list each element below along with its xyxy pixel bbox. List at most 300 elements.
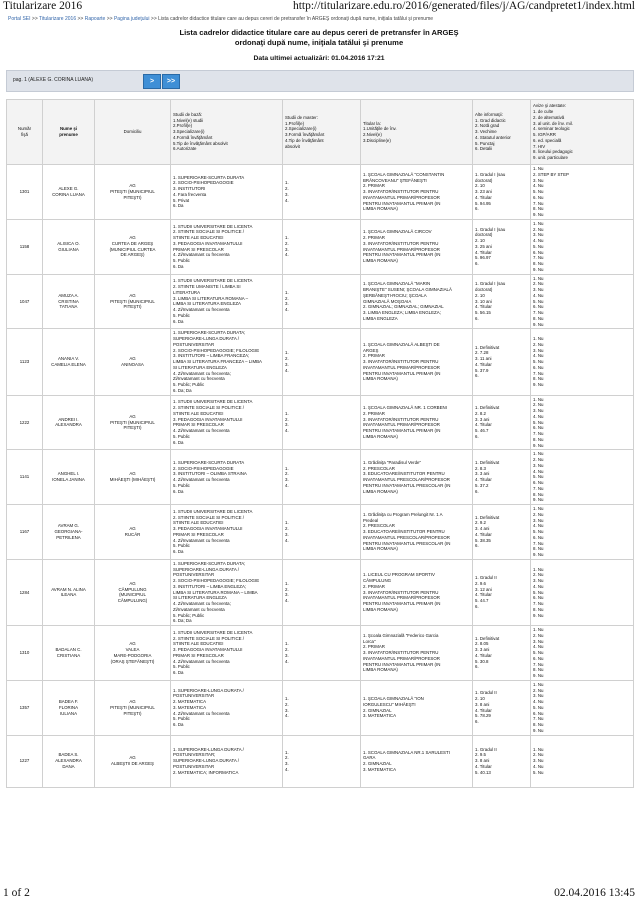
table-row	[7, 165, 634, 220]
cell-line: 1123	[19, 359, 30, 364]
cell-line: 1. Şcoala Gimnazială "Federico Garcia	[363, 632, 439, 638]
cell-line: ANGHEL I.	[57, 471, 80, 477]
cell-line: 4. Titular	[475, 592, 492, 598]
col-header-line: Număr	[17, 126, 32, 132]
cell-line: Predeal	[363, 517, 379, 523]
cell-line: 2. STIINTE SOCIALE SI POLITICE /	[173, 635, 245, 641]
cell-line: 4. Nu	[533, 699, 544, 704]
cell-line: 2. SOCIO-PSIHOPEDAGOGIE; FILOLOGIE	[173, 347, 260, 353]
cell-avize	[531, 395, 634, 450]
col-header-line: 2.Specializare(i)	[285, 126, 317, 132]
cell-line: ANANIA V.	[57, 356, 80, 362]
col-header-line: Nume şi	[59, 126, 78, 132]
col-header-line: 3.Specializare(i)	[173, 129, 205, 135]
cell-line: PENTRU INVATAMANTUL PRIMAR (IN	[363, 428, 441, 434]
table-row	[7, 274, 634, 329]
cell-line: 2. Nu	[533, 511, 544, 517]
col-header-domiciliu	[95, 100, 171, 165]
cell-nume	[43, 274, 95, 329]
cell-nume	[43, 505, 95, 560]
cell-line: LIMBA ROMANA)	[363, 606, 398, 612]
cell-line: 3. 12 ani	[475, 586, 492, 592]
cell-line: 4. Nu	[533, 763, 544, 769]
cell-line: 2. SOCIO-PSIHOPEDAGOGIE; FILOLOGIE	[173, 578, 260, 583]
cell-nr	[7, 626, 43, 681]
cell-studii-master	[283, 680, 361, 735]
cell-line: 2. Nu	[533, 402, 544, 408]
cell-line: 2. PRESCOLAR	[363, 465, 395, 471]
cell-line: BADEA S.	[58, 752, 79, 758]
cell-line: 4. Titular	[475, 194, 492, 200]
table-row	[7, 219, 634, 274]
cell-line: 6.	[475, 664, 479, 670]
cell-line: PRIMAR SI PRESCOLAR	[173, 652, 224, 658]
cell-line: TATIANA	[59, 304, 78, 310]
col-header-line: 8. liceului pedagogic	[533, 149, 573, 155]
cell-line: PITEŞTI)	[123, 710, 142, 716]
cell-line: 6. Da	[173, 318, 184, 324]
cell-line: SUPERIOARE-LUNGA DURATA /	[173, 336, 239, 341]
cell-line: PENTRU INVATAMANTUL PRIMAR (IN	[363, 252, 441, 258]
cell-nr	[7, 450, 43, 505]
cell-line: 1. ŞCOALA GIMNAZIALĂ "MARIN	[363, 281, 431, 287]
cell-line: 3. Nu	[533, 287, 544, 292]
cell-line: 1. Nu	[533, 681, 544, 687]
cell-line: POSTUNIVERSITAR	[173, 763, 215, 769]
table-body	[7, 165, 634, 788]
cell-domiciliu	[95, 626, 171, 681]
cell-line: 1.	[285, 749, 289, 755]
table-row	[7, 735, 634, 787]
cell-line: 2. STIINTE SOCIALE SI POLITICE /	[173, 514, 245, 520]
cell-line: 3. PEDAGOGIA INVATAMANTULUI	[173, 647, 243, 653]
cell-line: 5. Nu	[533, 769, 544, 775]
cell-line: 1. ŞCOALA GIMNAZIALĂ "ION	[363, 696, 424, 702]
cell-line: AG	[129, 413, 136, 419]
cell-line: 6. Nu	[533, 425, 544, 431]
cell-line: 4.	[285, 367, 289, 373]
cell-line: IULIANA	[59, 710, 78, 716]
cell-line: 2. 7.28	[475, 350, 489, 356]
cell-line: 1.	[285, 520, 289, 526]
page-title-line2: ordonaţi după nume, iniţiala tatălui şi prenume	[234, 38, 404, 47]
cell-line: 3. PEDAGOGIA INVATAMANTULUI	[173, 416, 243, 422]
next-page-button[interactable]: >	[143, 74, 161, 89]
cell-line: 6. Nu	[533, 249, 544, 255]
cell-line: 1.	[285, 580, 289, 586]
cell-line: 1. Gradul I (sau	[475, 171, 506, 177]
cell-line: 6.	[475, 261, 479, 266]
cell-line: 6. Nu	[533, 710, 544, 716]
cell-line: 5. 38.35	[475, 537, 491, 543]
cell-line: 4. Titular	[475, 531, 492, 537]
cell-line: PRIMAR SI PRESCOLAR	[173, 531, 224, 537]
cell-line: 3. EDUCATOARE/INSTITUTOR PENTRU	[363, 471, 445, 477]
cell-line: 5. Public; Public	[173, 382, 205, 387]
cell-line: 2. 8.05	[475, 641, 489, 647]
cell-line: 8. Nu	[533, 436, 544, 442]
cell-line: 4. Nu	[533, 583, 544, 589]
cell-line: 2. STIINTE SOCIALE SI POLITICE /	[173, 229, 245, 235]
col-header-line: 4.Tip de învăţământ	[285, 137, 324, 143]
cell-domiciliu	[95, 274, 171, 329]
cell-line: 8. Nu	[533, 606, 544, 612]
cell-line: 9. Nu	[533, 442, 544, 448]
cell-line: 3. INVATATOR/INSTITUTOR PENTRU	[363, 189, 439, 194]
cell-alte	[473, 274, 531, 329]
cell-studii-baza	[171, 626, 283, 681]
cell-line: INVATAMANTUL PRIMAR/PROFESOR	[363, 246, 440, 252]
col-header-studii-master	[283, 100, 361, 165]
cell-line: STIINTE ALE EDUCATIEI	[173, 641, 224, 647]
cell-nr	[7, 274, 43, 329]
cell-line: 8. Nu	[533, 667, 544, 673]
cell-line: 5. 78.29	[475, 713, 491, 719]
col-header-nume[interactable]	[43, 100, 95, 165]
cell-line: 1. SUPERIOARE-SCURTA DURATA	[173, 174, 245, 180]
cell-line: 8. Nu	[533, 376, 544, 382]
cell-line: 5. Nu	[533, 419, 544, 425]
cell-line: 6. Nu	[533, 480, 544, 485]
breadcrumb-link[interactable]: Rapoarte	[84, 16, 106, 22]
cell-line: 2.	[285, 647, 289, 653]
cell-line: 1. ŞCOALA GIMNAZIALĂ ALBEŞTI DE	[363, 341, 440, 347]
cell-line: 4. Nu	[533, 183, 544, 189]
cell-line: 6. Da	[173, 488, 184, 494]
cell-line: 3. INSTITUTORI – LIMBA ENGLEZA;	[173, 583, 247, 589]
cell-nr	[7, 329, 43, 395]
cell-studii-master	[283, 559, 361, 625]
cell-domiciliu	[95, 219, 171, 274]
cell-line: 7. Nu	[533, 255, 544, 261]
cell-line: 4. Nu	[533, 468, 544, 474]
cell-line: 3.	[285, 191, 289, 197]
breadcrumb-link[interactable]: Portal SEI	[8, 16, 31, 22]
cell-line: 4.	[285, 658, 289, 664]
cell-line: 5. 96.97	[475, 255, 491, 261]
col-header-line: Titular la:	[363, 120, 381, 126]
cell-line: 4.	[285, 482, 289, 488]
cell-line: 4. Titular	[475, 249, 492, 255]
cell-line: 1.	[285, 235, 289, 241]
breadcrumb-separator: >>	[149, 16, 159, 22]
cell-nume	[43, 735, 95, 787]
cell-line: PITEŞTI)	[123, 194, 142, 200]
cell-nr	[7, 559, 43, 625]
col-header-titular	[361, 100, 473, 165]
cell-line: CÂMPULUNG	[363, 578, 392, 583]
cell-line: AG	[129, 699, 136, 704]
cell-line: 4. Nu	[533, 292, 544, 298]
cell-studii-master	[283, 165, 361, 220]
cell-line: INVATAMANTUL PRESCOLAR/PROFESOR	[363, 477, 450, 483]
cell-line: 2. GIMNAZIAL	[363, 761, 392, 766]
last-page-button[interactable]: >>	[162, 74, 180, 89]
cell-line: INVATAMANTUL PRIMAR/PROFESOR	[363, 422, 440, 428]
cell-line: PENTRU INVATAMANTUL PRESCOLAR (IN	[363, 540, 451, 546]
cell-line: 3. INVATATOR/INSTITUTOR PENTRU	[363, 240, 439, 246]
cell-line: 3. 10 ani	[475, 298, 492, 304]
cell-line: 3. 23 ani	[475, 189, 492, 194]
cell-alte	[473, 165, 531, 220]
cell-line: 4. Titular	[475, 477, 492, 483]
cell-line: 6. Da	[173, 439, 184, 445]
cell-line: LIMBA ROMANA)	[363, 433, 398, 439]
cell-line: 5. 37.9	[475, 367, 489, 373]
cell-line: 1.	[285, 696, 289, 702]
cell-line: 1301	[19, 189, 30, 194]
cell-line: Lorca"	[363, 638, 376, 644]
cell-avize	[531, 329, 634, 395]
cell-line: MIHĂEŞTI (MIHĂEŞTI)	[109, 477, 156, 483]
cell-line: 4.	[285, 307, 289, 313]
cell-line: 8. Nu	[533, 206, 544, 212]
cell-line: 1. Nu	[533, 396, 544, 402]
table-row	[7, 329, 634, 395]
cell-line: LIMBA ROMANA)	[363, 206, 398, 212]
cell-line: INVATAMANTUL PRESCOLAR/PROFESOR	[363, 534, 450, 540]
breadcrumb-separator: >>	[76, 16, 85, 22]
cell-line: 3. Nu	[533, 638, 544, 644]
cell-line: 1. Gradul II	[475, 746, 497, 752]
col-header-line: 1.Nivel(e) studii	[173, 117, 204, 123]
cell-line: 3. Nu	[533, 232, 544, 238]
cell-line: 2.	[285, 186, 289, 192]
cell-studii-master	[283, 626, 361, 681]
cell-line: 2. MATEMATICA	[173, 699, 207, 704]
cell-line: 3.	[285, 531, 289, 537]
cell-domiciliu	[95, 559, 171, 625]
cell-line: ALEXANDRA	[55, 758, 82, 764]
cell-line: 4. Titular	[475, 652, 492, 658]
cell-line: 3. 8 ani	[475, 758, 490, 764]
cell-line: 5. Nu	[533, 589, 544, 595]
col-header-line: 3.Discipline(e)	[363, 137, 391, 143]
cell-line: ŞERBĂNEŞTI-ROCIU; ŞCOALA	[363, 292, 427, 298]
col-header-line: absolvit	[285, 143, 300, 149]
cell-line: BADEA F.	[58, 699, 79, 704]
cell-line: 1. STUDII UNIVERSITARE DE LICENTA	[173, 223, 253, 229]
print-header	[3, 0, 635, 14]
cell-nume	[43, 450, 95, 505]
cell-line: 1310	[19, 650, 30, 655]
table-row	[7, 505, 634, 560]
cell-line: PETRILENA	[56, 534, 81, 540]
cell-line: 6. Nu	[533, 194, 544, 200]
cell-line: PRIMAR SI PRESCOLAR	[173, 246, 224, 252]
cell-line: 6.	[475, 433, 479, 439]
cell-line: 1. SUPERIOARE-SCURTA DURATA;	[173, 330, 246, 336]
cell-line: 4. Zi/Invatamant cu frecventa	[173, 477, 230, 483]
cell-line: 7. Nu	[533, 540, 544, 546]
cell-line: INVATAMANTUL PRIMAR/PROFESOR	[363, 595, 440, 601]
cell-line: 8. Nu	[533, 722, 544, 727]
cell-nr	[7, 165, 43, 220]
cell-line: 1. LICEUL CU PROGRAM SPORTIV	[363, 572, 435, 578]
cell-line: 1. Definitivat	[475, 635, 500, 641]
cell-line: 9. Nu	[533, 212, 544, 217]
cell-line: 6. Da	[173, 203, 184, 209]
cell-line: 3. EDUCATOARE/INSTITUTOR PENTRU	[363, 529, 445, 534]
page-title-line1: Lista cadrelor didactice titulare care au depus cereri de pretransfer în ARGEŞ	[179, 28, 459, 37]
cell-line: 4. Fara frecventa	[173, 191, 207, 197]
cell-line: 9. Nu	[533, 612, 544, 618]
cell-line: 1141	[19, 474, 30, 480]
cell-line: 3. 3 ani	[475, 416, 490, 422]
cell-line: MARE-PODGORIA	[113, 652, 152, 658]
cell-line: ALISICA O.	[57, 240, 80, 246]
cell-line: 8. Nu	[533, 491, 544, 497]
cell-line: 3. 3 ani	[475, 647, 490, 653]
col-header-line: 4. seminar teologic	[533, 126, 570, 132]
cell-line: 6.	[475, 719, 479, 725]
cell-studii-master	[283, 274, 361, 329]
cell-line: LIMBA ROMANA)	[363, 546, 398, 552]
cell-line: 4. Nu	[533, 238, 544, 243]
cell-line: 5. 30.8	[475, 658, 489, 664]
cell-line: 3. INVATATOR/INSTITUTOR PENTRU	[363, 650, 439, 655]
cell-line: 6. Nu	[533, 364, 544, 370]
cell-line: 2. Nu	[533, 281, 544, 287]
cell-alte	[473, 505, 531, 560]
cell-line: 2. SOCIO-PSIHOPEDAGOGIE	[173, 180, 234, 186]
cell-avize	[531, 559, 634, 625]
cell-line: 1. ŞCOALA GIMNAZIALĂ NR. 1 CORBENI	[363, 405, 447, 411]
cell-line: 3. LIMBA SI LITERATURA ROMANA –	[173, 295, 249, 301]
cell-line: AG	[129, 471, 136, 477]
cell-line: 3. PEDAGOGIA INVATAMANTULUI	[173, 240, 243, 246]
breadcrumb-link[interactable]: Pagina judeţului	[113, 16, 150, 22]
col-header-line: Studii de bază:	[173, 111, 203, 117]
cell-titular	[361, 395, 473, 450]
cell-line: 8. Nu	[533, 315, 544, 321]
col-header-line: 4.Formă învăţământ	[173, 134, 213, 140]
cell-line: 1. ŞCOALA GIMNAZIALĂ CIRCOV	[363, 229, 432, 235]
cell-line: 2.	[285, 755, 289, 761]
cell-line: 6. Nu	[533, 655, 544, 661]
cell-line: AG	[129, 356, 136, 362]
cell-line: 2. 8.3	[475, 465, 486, 471]
col-header-line: 1.Unităţile de înv.	[363, 126, 397, 132]
cell-alte	[473, 680, 531, 735]
print-header-url: http://titularizare.edu.ro/2016/generated/files/j/AG/candpretet1/index.html	[292, 0, 635, 12]
cell-line: 6.	[475, 488, 479, 494]
cell-line: 6. Da; Da	[173, 618, 192, 624]
cell-line: 3. MATEMATICA	[363, 766, 397, 772]
cell-line: 2. Nu	[533, 632, 544, 638]
col-header-line: 1.Profil(e)	[285, 120, 305, 126]
cell-line: 3. 3 ani	[475, 471, 490, 477]
cell-line: SI LITERATURA ENGLEZA	[173, 364, 227, 370]
cell-line: 1. Definitivat	[475, 405, 500, 411]
table-row	[7, 626, 634, 681]
pager-info: pag. 1 (ALEXE G. CORINA LUANA)	[13, 77, 94, 83]
cell-line: 2. 9.2	[475, 520, 486, 526]
cell-line: PITEŞTI)	[123, 425, 142, 431]
table-row	[7, 395, 634, 450]
cell-line: 2. MATEMATICA; INFORMATICA	[173, 769, 239, 775]
cell-line: 4. Zi/Invatamant cu frecventa	[173, 252, 230, 258]
cell-line: 7. Nu	[533, 310, 544, 315]
cell-line: 2. Nu	[533, 572, 544, 578]
cell-line: GEORGIANA-	[54, 529, 83, 534]
cell-line: PITEŞTI (MUNICIPIUL	[110, 704, 155, 710]
cell-line: 5. Privat	[173, 197, 190, 203]
breadcrumb-current: Lista cadrelor didactice titulare care au depus cereri de pretransfer în ARGEŞ ordonaţi după nume, iniţiala tatălui şi prenume	[158, 16, 434, 22]
cell-line: ALEXANDRA	[55, 422, 82, 428]
cell-line: 3.	[285, 422, 289, 428]
cell-nume	[43, 626, 95, 681]
col-header-line: Domiciliu	[123, 129, 142, 135]
col-header-line: 5. Punctaj	[475, 140, 495, 146]
cell-line: STIINTE ALE EDUCATIEI	[173, 410, 224, 416]
cell-line: 3.	[285, 761, 289, 766]
cell-line: 8. Nu	[533, 261, 544, 266]
cell-line: BRANIŞTE" SUSENI; ŞCOALA GIMNAZIALĂ	[363, 287, 452, 292]
cell-line: POSTUNIVERSITAR;	[173, 752, 216, 758]
cell-line: doctorat)	[475, 232, 493, 238]
cell-line: 5. Nu	[533, 243, 544, 249]
cell-line: 4. Titular	[475, 763, 492, 769]
cell-studii-baza	[171, 274, 283, 329]
print-header-title: Titularizare 2016	[3, 0, 83, 12]
cell-line: 3. LIMBA ENGLEZA; LIMBA ENGLEZA;	[363, 310, 441, 315]
cell-line: PENTRU INVATAMANTUL PRIMAR (IN	[363, 370, 441, 376]
cell-alte	[473, 329, 531, 395]
cell-line: 1227	[19, 758, 30, 764]
cell-line: 1. Definitivat	[475, 514, 500, 520]
cell-line: AG	[129, 580, 136, 586]
cell-line: 5. Nu	[533, 359, 544, 364]
cell-line: CRISTINA	[58, 298, 79, 304]
cell-line: 5. 56.15	[475, 310, 491, 315]
cell-line: ANDREI I.	[58, 416, 79, 422]
cell-studii-master	[283, 219, 361, 274]
cell-line: 2. PRIMAR	[363, 353, 385, 359]
cell-line: 7. Nu	[533, 200, 544, 206]
cell-line: 4.	[285, 713, 289, 719]
cell-nume	[43, 165, 95, 220]
cell-line: 9. Nu	[533, 321, 544, 327]
col-header-line: 6. Detalii	[475, 146, 493, 152]
col-header-line: 2. Notă grad	[475, 123, 500, 129]
cell-studii-baza	[171, 165, 283, 220]
cell-line: 1. Nu	[533, 451, 544, 457]
cell-alte	[473, 735, 531, 787]
cell-line: 5. Nu	[533, 529, 544, 534]
cell-line: RUCĂR	[124, 531, 141, 537]
cell-line: 3. 11 ani	[475, 356, 492, 362]
cell-titular	[361, 165, 473, 220]
breadcrumb-link[interactable]: Titularizare 2016	[39, 16, 77, 22]
cell-line: 7. Nu	[533, 601, 544, 606]
cell-studii-master	[283, 329, 361, 395]
cell-line: Zi/Invatamant cu frecventa	[173, 376, 225, 382]
cell-line: PENTRU INVATAMANTUL PRIMAR (IN	[363, 661, 441, 667]
cell-line: VALEA	[125, 647, 140, 653]
cell-line: CAMELIA ELENA	[51, 361, 86, 367]
cell-avize	[531, 219, 634, 274]
cell-line: 4. Zi/Invatamant cu frecventa	[173, 307, 230, 313]
cell-line: 1167	[19, 529, 30, 534]
cell-line: 4. Nu	[533, 353, 544, 359]
cell-line: STIINTE ALE EDUCATIEI	[173, 235, 224, 241]
cell-line: LIMBA ROMANA)	[363, 376, 398, 382]
cell-line: 1. SUPERIOARE-SCURTA DURATA	[173, 459, 245, 465]
cell-line: doctorat)	[475, 287, 493, 292]
cell-line: 2.	[285, 416, 289, 422]
cell-line: IONELA JANINA	[52, 477, 85, 483]
